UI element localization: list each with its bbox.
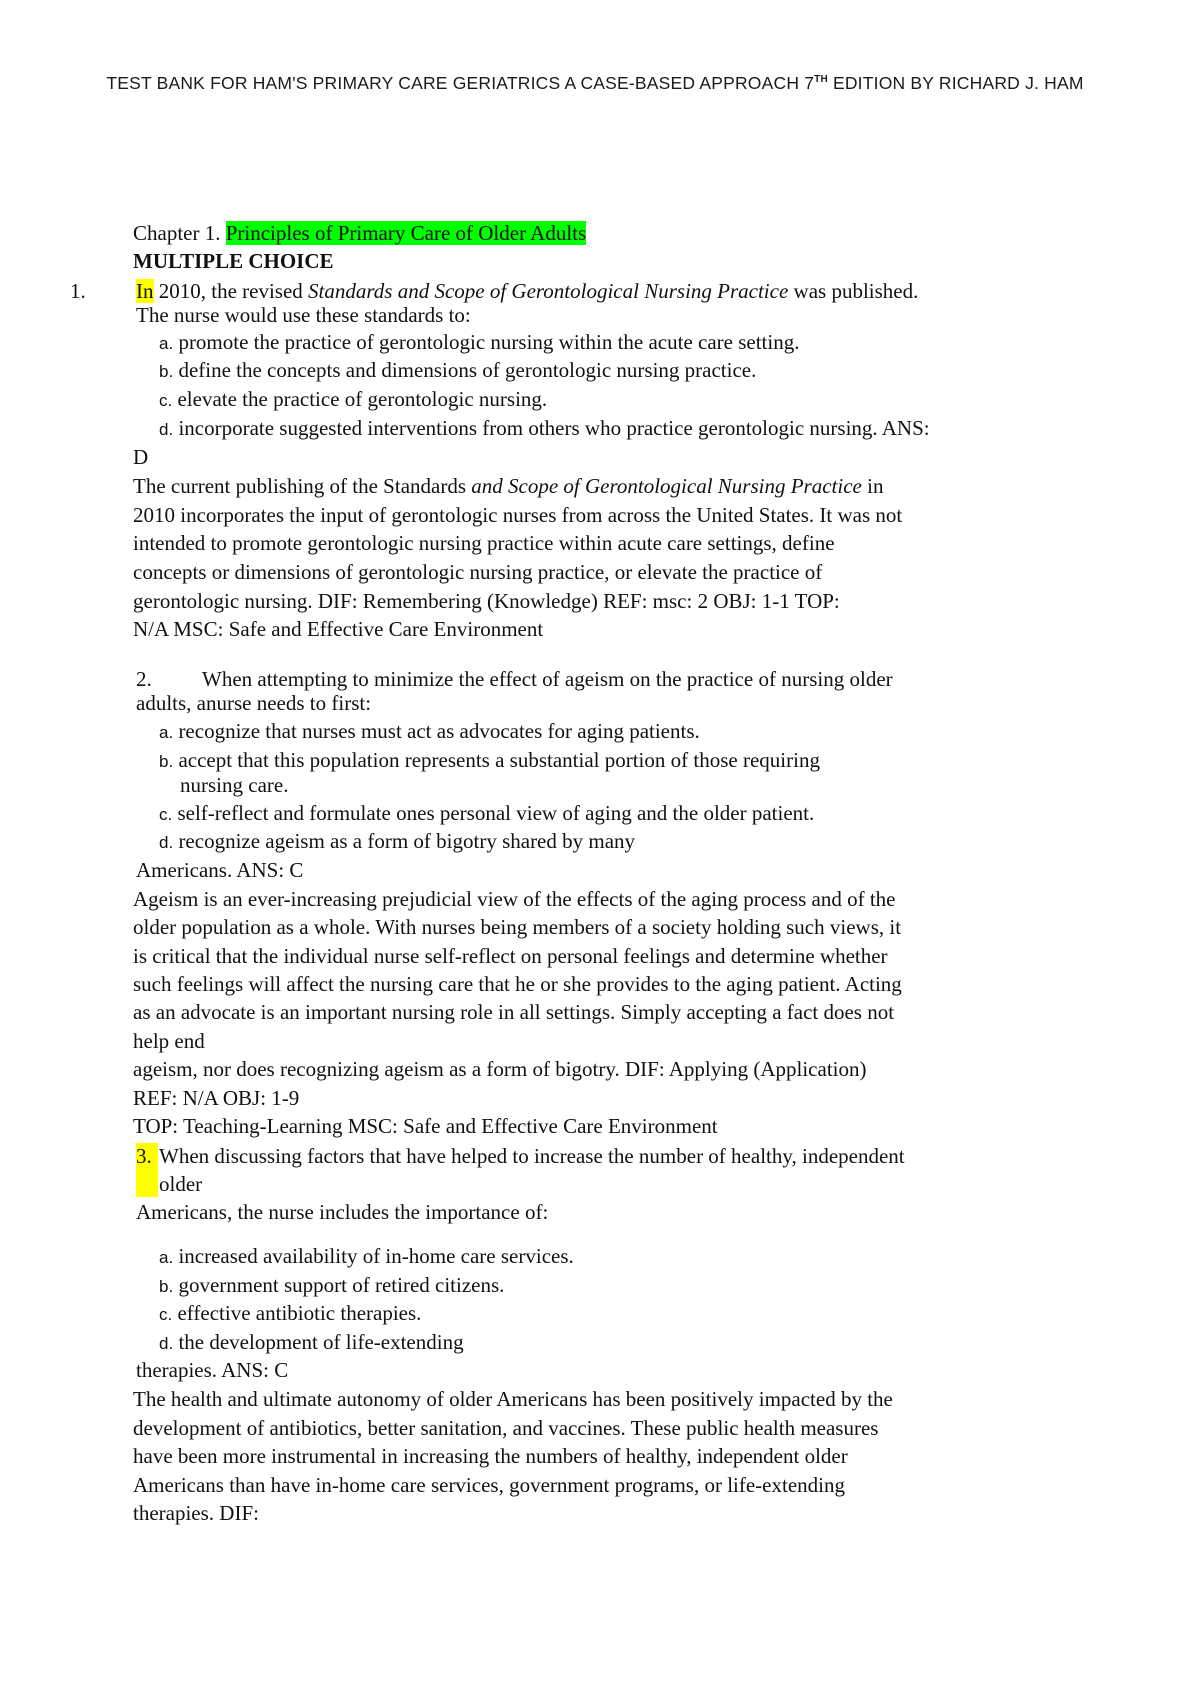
option-letter: d. — [159, 1334, 174, 1353]
rationale-line: TOP: Teaching-Learning MSC: Safe and Effective Care Environment — [133, 1114, 718, 1138]
option-letter: a. — [159, 723, 174, 742]
question-stem-line: Americans, the nurse includes the importance of: — [136, 1200, 549, 1224]
rationale-line: help end — [133, 1029, 205, 1053]
stem-text: 2010, the revised — [153, 279, 309, 303]
question-number: 2. — [136, 667, 152, 691]
option-continuation: nursing care. — [180, 773, 289, 797]
rationale-line: as an advocate is an important nursing role in all settings. Simply accepting a fact does not — [133, 1000, 895, 1024]
rationale-line: The health and ultimate autonomy of older Americans has been positively impacted by the — [133, 1387, 893, 1411]
question-stem-line: older — [159, 1172, 203, 1196]
answer-option — [159, 329, 799, 357]
option-letter: b. — [159, 752, 174, 771]
option-letter: c. — [159, 805, 173, 824]
option-text: recognize ageism as a form of bigotry shared by many — [178, 829, 636, 853]
chapter-heading — [133, 220, 586, 246]
question-stem-line: The nurse would use these standards to: — [136, 303, 471, 327]
chapter-prefix: Chapter 1. — [133, 221, 226, 245]
option-letter: d. — [159, 833, 174, 852]
option-text: the development of life-extending — [178, 1330, 464, 1354]
stem-text: was published. — [788, 279, 919, 303]
rationale-line: intended to promote gerontologic nursing practice within acute care settings, define — [133, 531, 835, 555]
header-text-rest: EDITION BY RICHARD J. HAM — [827, 73, 1084, 93]
option-text: effective antibiotic therapies. — [177, 1301, 422, 1325]
rationale-text: The current publishing of the Standards — [133, 474, 472, 498]
question-number: 1. — [70, 279, 86, 303]
option-text: elevate the practice of gerontologic nursing. — [177, 387, 548, 411]
answer-key: D — [133, 445, 149, 469]
rationale-line: have been more instrumental in increasing the numbers of healthy, independent older — [133, 1444, 848, 1468]
question-stem-line: adults, anurse needs to first: — [136, 691, 372, 715]
answer-option — [159, 1300, 421, 1328]
header-text: TEST BANK FOR HAM'S PRIMARY CARE GERIATRICS A CASE-BASED APPROACH 7 — [106, 73, 815, 93]
option-text: incorporate suggested interventions from others who practice gerontologic nursing. ANS: — [178, 416, 930, 440]
rationale-line: therapies. DIF: — [133, 1501, 259, 1525]
option-text: promote the practice of gerontologic nursing within the acute care setting. — [178, 330, 800, 354]
question-stem-line: When attempting to minimize the effect of ageism on the practice of nursing older — [202, 667, 893, 691]
answer-option — [159, 800, 814, 828]
answer-option — [159, 718, 700, 746]
option-text: define the concepts and dimensions of gerontologic nursing practice. — [178, 358, 757, 382]
publication-title: Standards and Scope of Gerontological Nursing Practice — [308, 279, 789, 303]
option-text: recognize that nurses must act as advocates for aging patients. — [178, 719, 700, 743]
rationale-text: in — [861, 474, 884, 498]
rationale-line: 2010 incorporates the input of gerontologic nurses from across the United States. It was not — [133, 503, 903, 527]
answer-option — [159, 747, 820, 775]
rationale-line — [133, 473, 883, 499]
option-text: self-reflect and formulate ones personal view of aging and the older patient. — [177, 801, 815, 825]
answer-key: therapies. ANS: C — [136, 1358, 289, 1382]
option-text: accept that this population represents a substantial portion of those requiring — [178, 748, 820, 772]
option-letter: a. — [159, 334, 174, 353]
rationale-italic: and Scope of Gerontological Nursing Practice — [471, 474, 862, 498]
option-letter: d. — [159, 420, 174, 439]
answer-option — [159, 357, 756, 385]
rationale-line: Americans than have in-home care services, government programs, or life-extending — [133, 1473, 845, 1497]
option-letter: a. — [159, 1248, 174, 1267]
option-text: government support of retired citizens. — [178, 1273, 505, 1297]
rationale-line: gerontologic nursing. DIF: Remembering (Knowledge) REF: msc: 2 OBJ: 1-1 TOP: — [133, 589, 840, 613]
rationale-line: Ageism is an ever-increasing prejudicial view of the effects of the aging process and of the — [133, 887, 896, 911]
chapter-title: Principles of Primary Care of Older Adults — [225, 221, 587, 245]
answer-option — [159, 1243, 574, 1271]
option-letter: c. — [159, 391, 173, 410]
section-title: MULTIPLE CHOICE — [133, 249, 334, 273]
option-letter: b. — [159, 1277, 174, 1296]
answer-option — [159, 1272, 504, 1300]
answer-key: Americans. ANS: C — [136, 858, 304, 882]
answer-option — [159, 386, 547, 414]
answer-option — [159, 415, 930, 443]
rationale-line: N/A MSC: Safe and Effective Care Environment — [133, 617, 544, 641]
rationale-line: REF: N/A OBJ: 1-9 — [133, 1086, 300, 1110]
rationale-line: development of antibiotics, better sanitation, and vaccines. These public health measures — [133, 1416, 879, 1440]
highlighted-word: In — [136, 279, 154, 303]
question-stem-line: When discussing factors that have helped to increase the number of healthy, independent — [159, 1144, 905, 1168]
option-letter: b. — [159, 362, 174, 381]
header-superscript: TH — [814, 74, 828, 86]
question-stem-line — [136, 278, 918, 304]
option-letter: c. — [159, 1305, 173, 1324]
page-header — [0, 73, 1190, 94]
option-text: increased availability of in-home care services. — [178, 1244, 574, 1268]
rationale-line: such feelings will affect the nursing care that he or she provides to the aging patient. Acting — [133, 972, 902, 996]
rationale-line: is critical that the individual nurse self-reflect on personal feelings and determine whether — [133, 944, 888, 968]
rationale-line: concepts or dimensions of gerontologic nursing practice, or elevate the practice of — [133, 560, 823, 584]
rationale-line: ageism, nor does recognizing ageism as a form of bigotry. DIF: Applying (Application) — [133, 1057, 867, 1081]
answer-option — [159, 828, 635, 856]
rationale-line: older population as a whole. With nurses being members of a society holding such views, it — [133, 915, 902, 939]
answer-option — [159, 1329, 464, 1357]
question-number-highlight — [136, 1143, 158, 1197]
question-number: 3. — [136, 1144, 152, 1168]
